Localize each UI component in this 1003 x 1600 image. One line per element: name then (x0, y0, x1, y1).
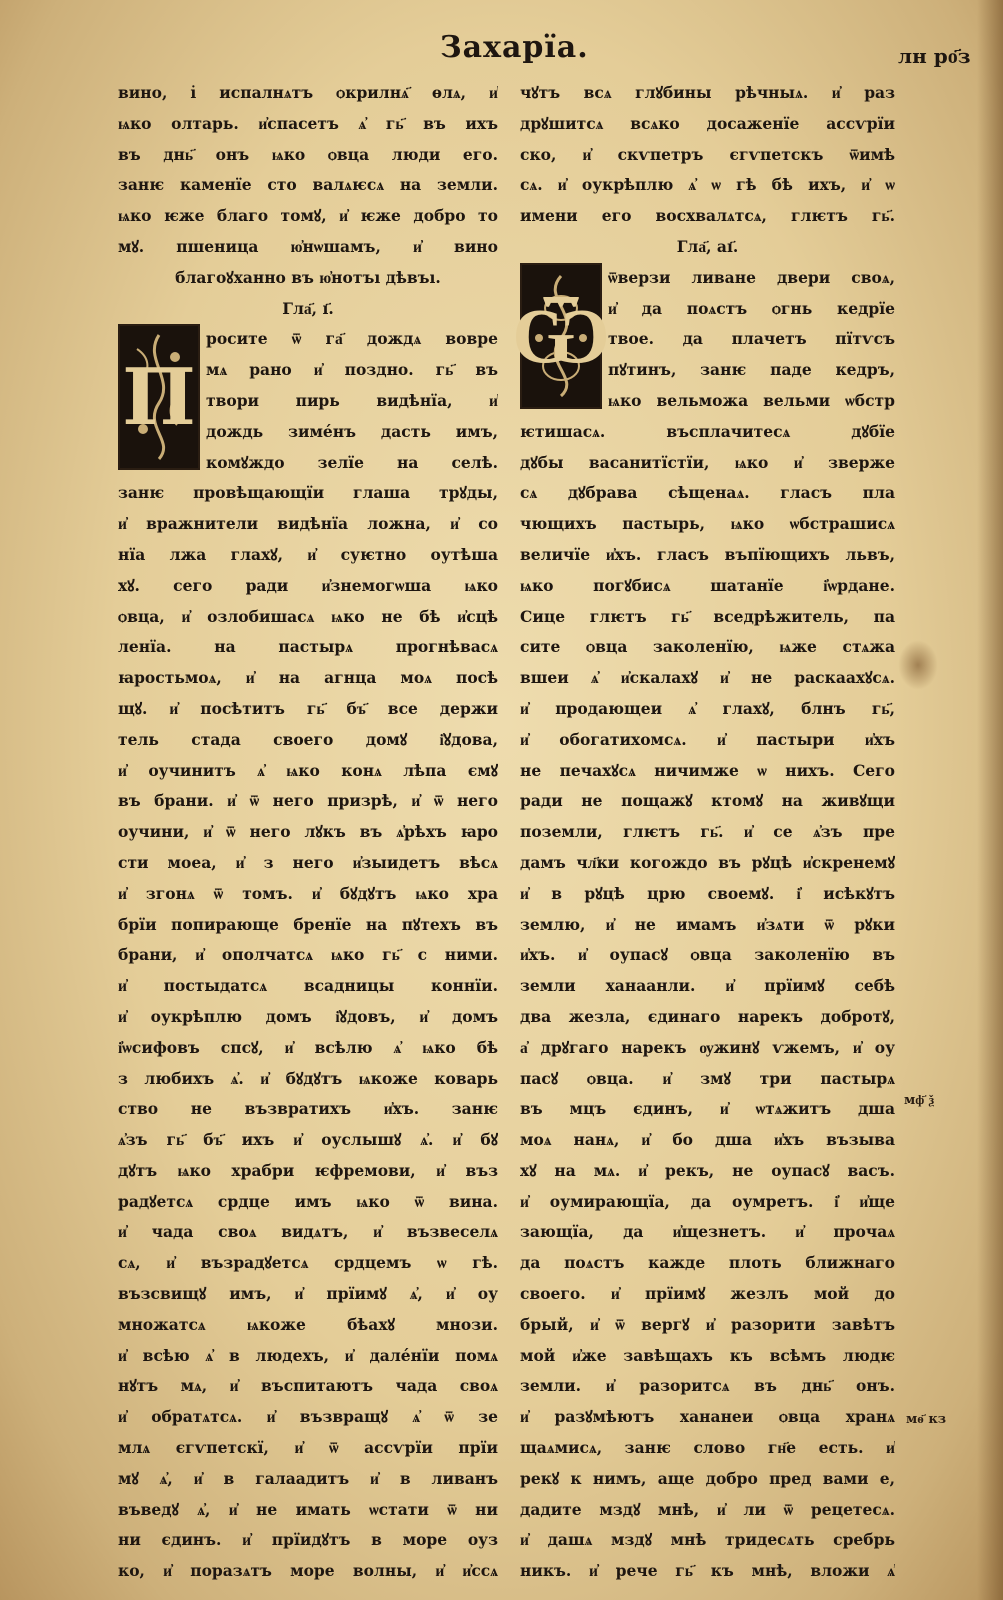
text-line: оучини, и҆ ѿ него лꙋкъ въ ѧ҆рѣхъ ꙗро (118, 822, 498, 842)
text-line: брый, и҆ ѿ вергꙋ и҆ разорити завѣтъ (520, 1314, 895, 1334)
text-line: хꙋ. сего ради и҆знемогѡша ѩко (118, 575, 498, 595)
text-line: и҆ згонѧ ѿ томъ. и҆ бꙋдꙋтъ ѩко хра (118, 883, 498, 903)
text-line: чющихъ пастырь, ѩко ѡбстрашисѧ (520, 514, 895, 534)
text-line: щаѧмисѧ, занѥ слово гн҃е есть. и҆ (520, 1438, 895, 1458)
text-line: и҆ вражнители видѣнїа ложна, и҆ со (118, 514, 498, 534)
margin-note-lower: мѳ҃ кз (906, 1412, 947, 1427)
text-line: ни єдинъ. и҆ прїидꙋтъ в море оуз (118, 1530, 498, 1550)
text-line: ѩко ѥже благо томꙋ, и҆ ѥже добро то (118, 206, 498, 226)
page-edge-shadow (977, 0, 1003, 1600)
text-line: рекꙋ к нимъ, аще добро пред вами е, (520, 1468, 895, 1488)
text-line: ѩко вельможа вельми ѡбстр (608, 390, 895, 410)
text-line: зающїа, да и҆щезнетъ. и҆ прочаѧ (520, 1222, 895, 1242)
initial-letter: П (122, 351, 196, 443)
text-line: ѿверзи ливане двери своѧ, (608, 267, 895, 287)
text-line: брїи попирающе бренїе на пꙋтехъ въ (118, 914, 498, 934)
page-stain (898, 640, 938, 690)
text-line: хꙋ на мѧ. и҆ рекъ, не оупасꙋ васъ. (520, 1160, 895, 1180)
text-line: мꙋ. пшеница ю҆нѡшамъ, и҆ вино (118, 236, 498, 256)
text-line: благоꙋханно въ ю҆нотъı дѣвъı. (175, 267, 441, 287)
text-line: ко, и҆ поразѧтъ море волны, и҆ и҆ссѧ (118, 1561, 498, 1581)
text-line: никъ. и҆ рече гь҃ къ мнѣ, вложи ѧ҆ (520, 1561, 895, 1581)
text-line: мой и҆же завѣщахъ къ всѣмъ людѥ (520, 1345, 895, 1365)
text-line: ленїа. на пастырѧ прогнѣвасѧ (118, 637, 498, 657)
left-top-lines (118, 78, 498, 324)
text-line: въ мцъ єдинъ, и҆ ѡтѧжитъ дша (520, 1099, 895, 1119)
folio-number: лн ро҃з (898, 44, 971, 68)
text-line: твори пирь видѣнїа, и҆ (206, 390, 498, 410)
text-line: Сице глѥтъ гь҃ вседрѣжитель, па (520, 606, 895, 626)
text-line: ѩко погꙋбисѧ шатанїе і҆ѡрдане. (520, 575, 895, 595)
left-dropcap-block (118, 324, 498, 478)
text-line: твое. да плачетъ пїтѵсъ (608, 329, 895, 349)
text-line: ꙗростьмоѧ, и҆ на агнца моѧ посѣ (118, 668, 498, 688)
text-line: сите ѻвца заколенїю, ѩже стѧжа (520, 637, 895, 657)
text-line: поземли, глѥтъ гь҃. и҆ се ѧ҆зъ пре (520, 822, 895, 842)
text-line: въ днь҃ онъ ѩко ѻвца люди его. (118, 144, 498, 164)
text-line: и҆ чада своѧ видѧтъ, и҆ възвеселѧ (118, 1222, 498, 1242)
text-line: ѩко олтарь. и҆спасетъ ѧ҆ гь҃ въ ихъ (118, 113, 498, 133)
text-line: имени его восхвалѧтсѧ, глѥтъ гь҃. (520, 206, 895, 226)
text-line: занѥ каменїе сто валѧѥсѧ на земли. (118, 175, 498, 195)
text-line: щꙋ. и҆ посѣтитъ гь҃ бъ҃ все держи (118, 698, 498, 718)
text-line: чꙋтъ всѧ глꙋбины рѣчныѧ. и҆ раз (520, 83, 895, 102)
running-title: Захарїа. (440, 30, 589, 65)
right-text-column (512, 78, 895, 1587)
text-line: множатсѧ ѩкоже бѣахꙋ мнози. (118, 1314, 498, 1334)
text-line: дрꙋшитсѧ всѧко досаженїе ассѵрїи (520, 113, 895, 133)
text-line: ѻвца, и҆ озлобишасѧ ѩко не бѣ и҆сцѣ (118, 606, 498, 626)
ornamental-initial (118, 324, 200, 470)
text-line: и҆ всѣю ѧ҆ в людехъ, и҆ дале́нїи помѧ (118, 1345, 498, 1365)
text-line: своего. и҆ прїимꙋ жезлъ мой до (520, 1284, 895, 1304)
text-line: комꙋждо зелїе на селѣ. (206, 452, 498, 472)
text-line: занѥ провѣщающїи глаша трꙋды, (118, 483, 498, 503)
text-line: пꙋтинъ, занѥ паде кедръ, (608, 360, 895, 380)
text-line: и҆ оучинитъ ѧ҆ ѩко конѧ лѣпа ємꙋ (118, 760, 498, 780)
text-line: и҆ обогатихомсѧ. и҆ пастыри и҆хъ (520, 729, 895, 749)
text-line: нꙋтъ мѧ, и҆ въспитаютъ чада своѧ (118, 1376, 498, 1396)
text-line: възсвищꙋ имъ, и҆ прїимꙋ ѧ҆, и҆ оу (118, 1284, 498, 1304)
text-line: земли ханаанли. и҆ прїимꙋ себѣ (520, 976, 895, 996)
text-line: и҆ да поѧстъ ѻгнь кедрїе (608, 298, 895, 318)
text-line: брани, и҆ ополчатсѧ ѩко гь҃ с ними. (118, 945, 498, 965)
text-line: дадите мздꙋ мнѣ, и҆ ли ѿ рецетесѧ. (520, 1499, 895, 1519)
text-line: вино, і̇ испалнѧтъ ѻкрилнѧ҃ ѳлѧ, и҆ (118, 83, 498, 102)
text-line: и҆ дашѧ мздꙋ мнѣ тридесѧть сребрь (520, 1530, 895, 1550)
text-line: млѧ єгѵпетскї, и҆ ѿ ассѵрїи прїи (118, 1438, 498, 1458)
text-line: і҆ѡсифовъ спсꙋ, и҆ всѣлю ѧ҆ ѩко бѣ (118, 1037, 498, 1057)
text-line: нїа лжа глахꙋ, и҆ суѥтно оутѣша (118, 544, 498, 564)
text-line: сти моеа, и҆ з него и҆зыидетъ вѣсѧ (118, 852, 498, 872)
chapter-heading: Гла҃, аı҃. (676, 236, 739, 256)
ornamental-initial (512, 263, 610, 409)
margin-note-upper: мф҃ ѯ (904, 1093, 935, 1108)
text-line: сѧ, и҆ възрадꙋетсѧ срдцемъ ѡ гѣ. (118, 1253, 498, 1273)
text-line: тель стада своего домꙋ і҆ꙋдова, (118, 729, 498, 749)
text-line: въ брани. и҆ ѿ него призрѣ, и҆ ѿ него (118, 791, 498, 811)
text-line: радꙋетсѧ срдце имъ ѩко ѿ вина. (118, 1191, 498, 1211)
text-line: ради не пощажꙋ ктомꙋ на живꙋщи (520, 791, 895, 811)
text-line: дамъ чл҃ки когождо въ рꙋцѣ и҆скренемꙋ (520, 852, 895, 872)
text-line: пасꙋ ѻвца. и҆ змꙋ три пастырѧ (520, 1068, 895, 1088)
text-line: а҆ дрꙋгаго нарекъ ѹжинꙋ ѵжемъ, и҆ оу (520, 1037, 895, 1057)
chapter-heading: Гла҃, ı҃. (282, 298, 334, 318)
right-body-lines (520, 417, 895, 1587)
text-line: ѥтишасѧ. въсплачитесѧ дꙋбїе (520, 421, 895, 441)
text-line: з любихъ ѧ҆. и҆ бꙋдꙋтъ ѩкоже коварь (118, 1068, 498, 1088)
text-line: и҆ оумирающїа, да оумретъ. і҆ и҆ще (520, 1191, 895, 1211)
text-line: не печахꙋсѧ ничимже ѡ нихъ. Сего (520, 760, 895, 780)
right-top-lines (520, 78, 895, 263)
text-line: сѧ. и҆ оукрѣплю ѧ҆ ѡ гѣ бѣ ихъ, и҆ ѡ (520, 175, 895, 195)
text-line: земли. и҆ разоритсѧ въ днь҃ онъ. (520, 1376, 895, 1396)
text-line: и҆ оукрѣплю домъ і҆ꙋдовъ, и҆ домъ (118, 1006, 498, 1026)
text-line: въведꙋ ѧ҆, и҆ не имать ѡстати ѿ ни (118, 1499, 498, 1519)
text-line: ѧ҆зъ гь҃ бъ҃ ихъ и҆ оуслышꙋ ѧ҆. и҆ бꙋ (118, 1130, 498, 1150)
text-line: и҆ постыдатсѧ всадницы коннїи. (118, 976, 498, 996)
text-line: землю, и҆ не имамъ и҆зѧти ѿ рꙋки (520, 914, 895, 934)
text-line: и҆хъ. и҆ оупасꙋ ѻвца заколенїю въ (520, 945, 895, 965)
text-line: росите ѿ га҃ дождѧ вовре (206, 329, 498, 349)
text-line: и҆ продающеи ѧ҆ глахꙋ, блнъ гь҃, (520, 698, 895, 718)
text-line: дождь зиме́нъ дасть имъ, (206, 421, 498, 441)
text-line: и҆ разꙋмѣютъ хананеи ѻвца хранѧ (520, 1407, 895, 1427)
text-line: два жезла, єдинаго нарекъ добротꙋ, (520, 1006, 895, 1026)
initial-letter: Ѿ (512, 290, 610, 382)
left-body-lines (118, 478, 498, 1587)
text-line: ство не възвратихъ и҆хъ. занѥ (118, 1099, 498, 1119)
text-line: моѧ нанѧ, и҆ бо дша и҆хъ възыва (520, 1130, 895, 1150)
right-dropcap-block (512, 263, 895, 417)
text-line: дꙋтъ ѩко храбри ѥфремови, и҆ въз (118, 1160, 498, 1180)
text-line: мꙋ ѧ҆, и҆ в галаадитъ и҆ в ливанъ (118, 1468, 498, 1488)
text-line: сѧ дꙋбрава сѣщенаѧ. гласъ пла (520, 483, 895, 503)
text-line: дꙋбы васанитїстїи, ѩко и҆ зверже (520, 452, 895, 472)
text-line: величїе и҆хъ. гласъ въпїющихъ львъ, (520, 544, 895, 564)
left-text-column (118, 78, 498, 1587)
text-line: да поѧстъ кажде плоть ближнаго (520, 1253, 895, 1273)
text-line: и҆ в рꙋцѣ црю своемꙋ. і҆ исѣкꙋтъ (520, 883, 895, 903)
text-line: мѧ рано и҆ поздно. гь҃ въ (206, 360, 498, 380)
text-line: ско, и҆ скѵпетръ єгѵпетскъ ѿимѣ (520, 144, 895, 164)
text-line: и҆ обратѧтсѧ. и҆ възвращꙋ ѧ҆ ѿ зе (118, 1407, 498, 1427)
text-line: вшеи ѧ҆ и҆скалахꙋ и҆ не раскаахꙋсѧ. (520, 668, 895, 688)
